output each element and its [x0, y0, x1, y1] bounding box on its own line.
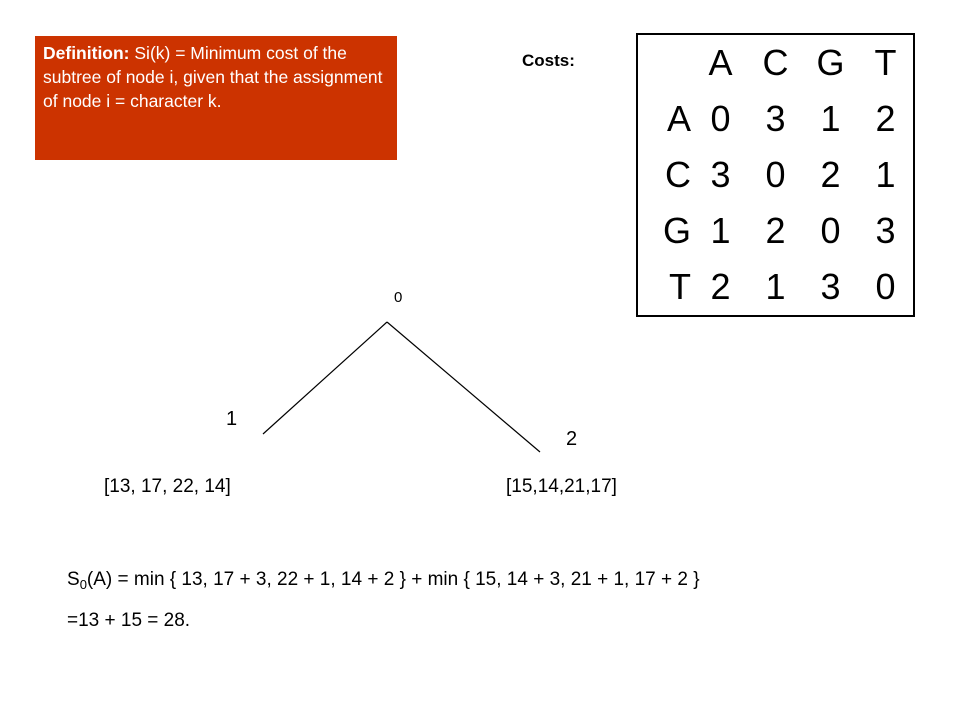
cost-table-cell: 2: [765, 210, 786, 251]
costs-label: Costs:: [522, 51, 575, 70]
cost-table-row-header: G: [662, 210, 691, 251]
cost-table-cell: 3: [875, 210, 896, 251]
right-cost-vector: [15,14,21,17]: [506, 476, 617, 497]
tree-node-right-label: 2: [566, 428, 578, 450]
equation-lhs-subscript: 0: [79, 577, 87, 592]
cost-table-cell: 1: [710, 210, 731, 251]
cost-table-cell: 2: [710, 266, 731, 307]
cost-table-row-header: A: [666, 98, 691, 139]
cost-table-cell: 2: [875, 98, 896, 139]
cost-table-cell: 2: [820, 154, 841, 195]
tree-edge-left: [263, 322, 387, 434]
cost-table-cell: 3: [710, 154, 731, 195]
cost-table-cell: 1: [875, 154, 896, 195]
cost-table-col-header: T: [874, 42, 897, 83]
cost-table-cell: 1: [765, 266, 786, 307]
cost-table-cell: 0: [765, 154, 786, 195]
equation-line-1-rest: (A) = min { 13, 17 + 3, 22 + 1, 14 + 2 } + min { 15, 14 + 3, 21 + 1, 17 + 2 }: [86, 569, 700, 590]
cost-table-col-header: A: [708, 42, 733, 83]
cost-table-col-header: C: [762, 42, 789, 83]
cost-table-cell: 1: [820, 98, 841, 139]
cost-table-col-header: G: [816, 42, 845, 83]
equation-line-2: =13 + 15 = 28.: [67, 610, 191, 631]
definition-text: Si(k) = Minimum cost of the subtree of node i, given that the assignment of node i = character k.: [43, 43, 383, 111]
cost-table-cell: 3: [765, 98, 786, 139]
cost-table-row-header: C: [665, 154, 691, 195]
cost-table-cell: 0: [820, 210, 841, 251]
tree-edge-right: [387, 322, 540, 452]
tree-node-left-label: 1: [226, 408, 238, 430]
tree-node-root-label: 0: [394, 289, 403, 306]
left-cost-vector: [13, 17, 22, 14]: [104, 476, 231, 497]
equation-line-1: [67, 569, 700, 591]
cost-table-cell: 0: [710, 98, 731, 139]
equation-lhs-main: S: [67, 569, 80, 590]
cost-table-cell: 0: [875, 266, 896, 307]
cost-table-row-header: T: [669, 266, 691, 307]
cost-table-cell: 3: [820, 266, 841, 307]
definition-prefix: Definition:: [43, 43, 130, 63]
